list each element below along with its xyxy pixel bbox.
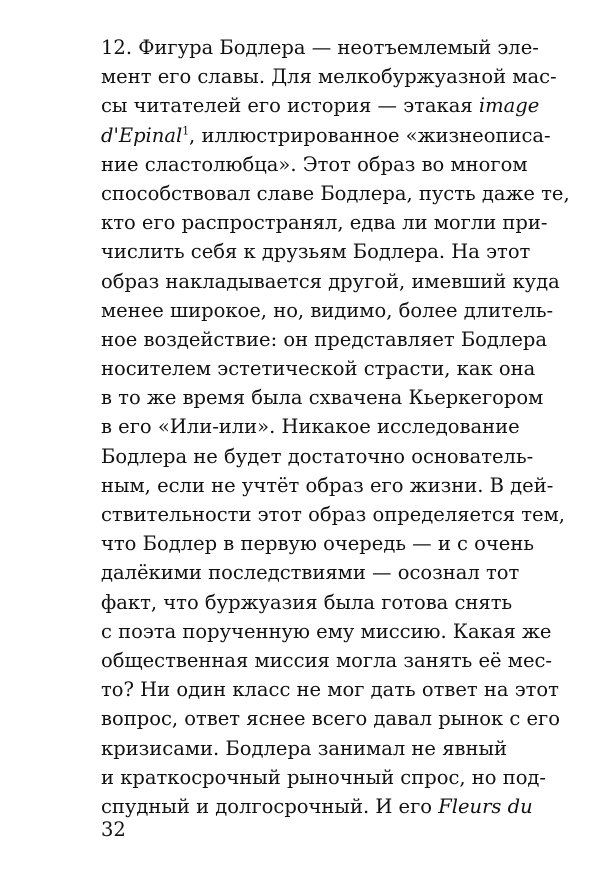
text-line	[101, 91, 540, 120]
text-line: то? Ни один класс не мог дать ответ на этот	[101, 678, 559, 702]
text-line: факт, что буржуазия была готова снять	[101, 590, 513, 614]
text-line: далёкими последствиями — осознал тот	[101, 561, 520, 585]
text-line: кризисами. Бодлера занимал не явный	[101, 736, 507, 760]
text-line: ным, если не учтёт образ его жизни. В дей-	[101, 473, 554, 497]
text-line: менее широкое, но, видимо, более длитель-	[101, 298, 554, 322]
text-line: способствовал славе Бодлера, пусть даже те,	[101, 181, 570, 205]
italic-phrase: d'Epinal	[101, 123, 183, 147]
italic-phrase: image	[478, 94, 540, 118]
text-line	[101, 792, 533, 821]
page-number: 32	[101, 818, 126, 841]
text-line: ное воздействие: он представляет Бодлера	[101, 327, 547, 351]
text-line: Бодлера не будет достаточно основатель-	[101, 444, 534, 468]
text-line: и краткосрочный рыночный спрос, но под-	[101, 765, 547, 789]
text-line: ствительности этот образ определяется тем,	[101, 503, 565, 526]
text-line: ние сластолюбца». Этот образ во многом	[101, 152, 528, 176]
text-line: носителем эстетической страсти, как она	[101, 357, 536, 381]
text-line: в то же время была схвачена Кьеркегором	[101, 386, 544, 410]
text-line: общественная миссия могла занять её мес-	[101, 648, 552, 672]
text-line: с поэта порученную ему миссию. Какая же	[101, 619, 552, 643]
text-line: мент его славы. Для мелкобуржуазной мас-	[101, 65, 557, 89]
footnote-marker: 1	[182, 124, 190, 138]
text-line: вопрос, ответ яснее всего давал рынок с его	[101, 707, 560, 731]
text-run: спудный и долгосрочный. И его	[101, 794, 439, 818]
text-line: что Бодлер в первую очередь — и с очень	[101, 532, 534, 556]
text-line	[101, 121, 551, 150]
text-line: в его «Или-или». Никакое исследование	[101, 415, 520, 439]
paragraph-12	[101, 33, 570, 821]
text-run: , иллюстрированное «жизнеописа-	[189, 123, 551, 147]
italic-phrase: Fleurs du	[438, 794, 533, 818]
text-line: 12. Фигура Бодлера — неотъемлемый эле-	[101, 36, 539, 59]
text-line: кто его распространял, едва ли могли при-	[101, 211, 548, 235]
text-line: образ накладывается другой, имевший куда	[101, 269, 560, 293]
text-run: сы читателей его история — этакая	[101, 94, 479, 118]
text-line: числить себя к друзьям Бодлера. На этот	[101, 240, 531, 264]
